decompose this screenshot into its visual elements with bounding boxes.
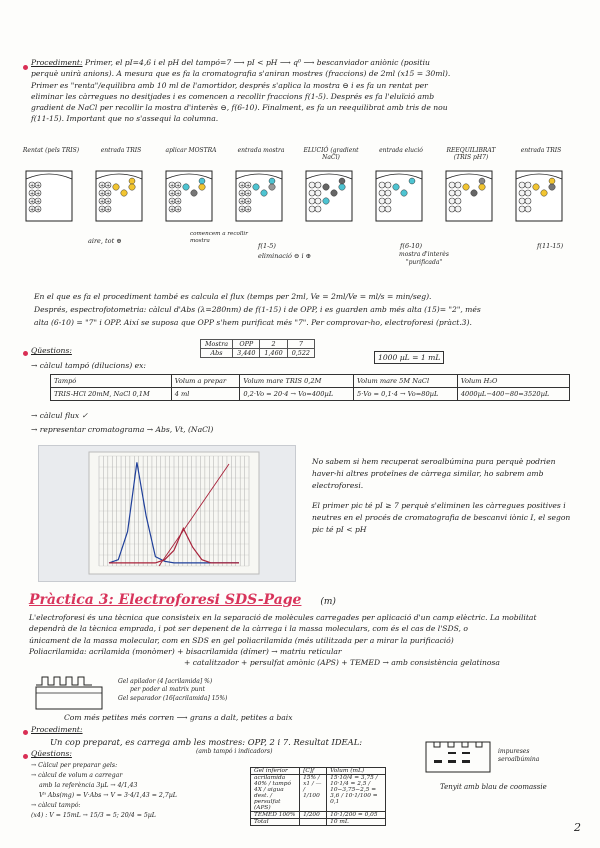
question-item: → càlcul flux ✓ (31, 411, 88, 420)
bullet-icon (23, 65, 28, 70)
column-label: Rentat (pels TRIS) (22, 147, 80, 154)
svg-text:+: + (106, 199, 111, 205)
column-icon (512, 169, 566, 223)
column-label: entrada elució (379, 147, 423, 154)
bullet-icon (23, 754, 28, 759)
practica3-line: Poliacrilamida: acrilamida (monòmer) + bisacrilamida (dímer) → matriu reticular (29, 646, 342, 656)
q2-line: → càlcul de volum a carregar (31, 772, 123, 779)
chart-note-p2: El primer pic té pI ≥ 7 perquè s'eliminen les càrregues positives i neutres en el procés de cromatografia de bescanvi iònic I, el segon pic té pI < pH (312, 501, 571, 534)
annotation: f(6-10) (400, 242, 423, 250)
questions-heading: Qüestions: (31, 346, 72, 355)
q2-line: → càlcul tampó: (31, 802, 81, 809)
svg-text:+: + (176, 199, 181, 205)
svg-text:+: + (106, 191, 111, 197)
q2-text: càlcul tampó: (38, 802, 81, 809)
column-icon (232, 169, 286, 223)
chart-note-p1: No sabem si hem recuperat seroalbúmina pura perquè podrien haver-hi altres proteïnes de càrrega similar, ho sabrem amb electroforesi. (312, 457, 556, 490)
q2-text: Càlcul per preparar gels: (38, 762, 118, 769)
abs-header: 2 (260, 340, 287, 349)
column-1 (22, 147, 80, 223)
gel-label: Gel apilador (4 [acrilamida] %) (118, 678, 213, 685)
procediment-line: gradient de NaCl per recollir la mostra d'interès ⊖, f(6-10). Finalment, es fa un reequilibrat amb tris de nou (31, 103, 448, 113)
svg-text:+: + (30, 191, 35, 197)
q2-text: càlcul de volum a carregar (38, 772, 123, 779)
question-text: càlcul flux ✓ (39, 411, 88, 420)
gel-cell: 15·10/4 = 3,75 / 10·1/4 = 2,5 / 10−3,75−2,5 = 3,6 / 10·1/100 = 0,1 (327, 775, 386, 812)
svg-text:+: + (176, 183, 181, 189)
column-7 (442, 147, 500, 223)
svg-text:+: + (170, 199, 175, 205)
q2-text: (x4) : V = 15mL → 15/3 = 5; 20/4 = 5µL (31, 812, 156, 819)
svg-text:+: + (100, 207, 105, 213)
gel-cell: 10 mL (327, 819, 386, 826)
column-5 (302, 147, 360, 223)
svg-text:+: + (106, 207, 111, 213)
gel-cell: TEMED 100% (251, 812, 300, 819)
svg-text:+: + (30, 199, 35, 205)
svg-text:+: + (36, 199, 41, 205)
practica3-line: + catalitzador + persulfat amònic (APS) + TEMED → amb consistència gelatinosa (184, 658, 500, 668)
svg-text:+: + (170, 191, 175, 197)
annotation: mostra d'interès "purificada" (399, 251, 449, 266)
practica3-intro (29, 612, 589, 668)
svg-text:+: + (106, 183, 111, 189)
q2-line: → Càlcul per preparar gels: (31, 762, 118, 769)
abs-header: 7 (287, 340, 314, 349)
chart-note (312, 456, 582, 536)
svg-text:+: + (246, 183, 251, 189)
practica3-line: dependrà de la tècnica emprada, i pot ser depenent de la càrrega i la massa moleculars, com és el cas de l'SDS, o (29, 624, 468, 634)
svg-text:+: + (30, 207, 35, 213)
buffer-cell: 5·Vo = 0,1·4 → Vo=80µL (354, 388, 458, 401)
questions2-block (31, 761, 251, 821)
gel-cell: Total (251, 819, 300, 826)
practica3-tag: (m) (320, 597, 336, 607)
flux-line: alta (6-10) = "7" i OPP. Així se suposa que OPP s'hem purificat més "7". Per comprovar-ho, electroforesi (pràct.3). (34, 318, 472, 327)
buffer-header: Tampó (51, 375, 172, 388)
column-icon (302, 169, 356, 223)
svg-text:+: + (246, 207, 251, 213)
ideal-label: impureses (498, 748, 530, 755)
bullet-icon (23, 730, 28, 735)
q2-text: amb la referència 3µL → 4/1,43 (39, 782, 138, 789)
practica3-line: únicament de la massa molecular, com en SDS en gel poliacrilamida (més utilitzada per a mirar la purificació) (29, 635, 454, 645)
q2-text: V⁰ Abs(mg) = V·Abs → V = 3·4/1,43 = 2,7µL (39, 792, 177, 799)
chromatography-columns-diagram (22, 147, 582, 267)
svg-text:+: + (100, 183, 105, 189)
procediment2-text: Un cop preparat, es carrega amb les mostres: OPP, 2 i 7. Resultat IDEAL: (50, 737, 363, 747)
buffer-table (50, 374, 570, 401)
gel-header: Gel inferior (251, 768, 300, 775)
procediment-line: Primer es "renta"/equilibra amb 10 ml de l'amortidor, després s'aplica la mostra ⊖ i es fa un rentat per (31, 80, 428, 90)
gel-header: [C]f (300, 768, 327, 775)
gel-cell (300, 819, 327, 826)
procediment-line: Primer, el pI=4,6 i el pH del tampó=7 ⟶ pI < pH ⟶ q⁰ ⟶ bescanviador aniònic (positiu (84, 58, 430, 67)
svg-text:+: + (176, 191, 181, 197)
abs-table (200, 339, 315, 358)
ideal-label: seroalbúmina (498, 756, 540, 763)
procediment-line: f(11-15). Important que no s'assequi la columna. (31, 114, 219, 124)
annotation: aire, tot ⊕ (88, 237, 122, 245)
column-8 (512, 147, 570, 223)
abs-value: 1,460 (260, 349, 287, 358)
gel-diagram-icon (34, 673, 114, 711)
column-icon (442, 169, 496, 223)
abs-value: 0,522 (287, 349, 314, 358)
bullet-icon (23, 351, 28, 356)
conversion-box: 1000 µL = 1 mL (374, 351, 444, 364)
gel-cell: 1/200 (300, 812, 327, 819)
practica3-line: Com més petites més corren ⟶ grans a dalt, petites a baix (64, 713, 293, 722)
procediment-line: eliminar les càrregues no desitjades i es comencen a recollir fraccions f(1-5). Després es fa l'eluïció amb (31, 91, 435, 101)
buffer-header: Volum mare 5M NaCl (354, 375, 458, 388)
column-6 (372, 147, 430, 223)
gel-table (250, 767, 386, 826)
column-label: entrada TRIS (100, 147, 142, 154)
buffer-cell: 0,2·Vo = 20·4 → Vo=400µL (240, 388, 354, 401)
stain-note: Tenyit amb blau de coomassie (440, 783, 547, 791)
procediment-heading: Procediment: (31, 58, 83, 67)
svg-text:+: + (246, 199, 251, 205)
flux-line: En el que es fa el procediment també es calcula el flux (temps per 2ml, Ve = 2ml/Ve = ml/s = min/seg). (34, 292, 432, 301)
practica3-title (29, 592, 336, 608)
gel-label: per poder al matrix punt (130, 686, 205, 693)
abs-header: Mostra (201, 340, 233, 349)
column-label: entrada TRIS (520, 147, 562, 154)
gel-cell: 15% / x1 / — / 1/100 (300, 775, 327, 812)
gel-cell: acrilamida 40% / tampó 4X / aigua dest. / persulfat (APS) (251, 775, 300, 812)
chromatogram-chart (39, 446, 295, 581)
question-item: → representar cromatograma → Abs, Vt, (NaCl) (31, 425, 214, 434)
column-4 (232, 147, 290, 223)
flux-line: Després, espectrofotometria: càlcul d'Abs (λ=280nm) de f(1-15) i de OPP, i es guarden amb més alta (15)= "2", més (34, 305, 481, 314)
svg-text:+: + (246, 191, 251, 197)
flux-block (34, 290, 582, 329)
column-2 (92, 147, 150, 223)
svg-text:+: + (240, 183, 245, 189)
gel-cell: 10·1/200 = 0,05 (327, 812, 386, 819)
gel-header: Volum (mL) (327, 768, 386, 775)
question-item: → càlcul tampó (dilucions) ex: (31, 361, 146, 370)
column-label: REEQUILIBRAT (TRIS pH7) (446, 147, 496, 161)
annotation: f(11-15) (537, 242, 564, 250)
svg-text:+: + (170, 183, 175, 189)
practica3-line: L'electroforesi és una tècnica que consisteix en la separació de molècules carregades per aplicació d'un camp elèctric. La mobilitat (29, 613, 537, 622)
svg-text:+: + (240, 207, 245, 213)
abs-row-label: Abs (201, 349, 233, 358)
buffer-header: Volum mare TRIS 0,2M (240, 375, 354, 388)
buffer-cell: 4 ml (171, 388, 240, 401)
column-icon (92, 169, 146, 223)
svg-text:+: + (30, 183, 35, 189)
procediment2-note: (amb tampó i indicadors) (196, 748, 273, 755)
svg-text:+: + (36, 207, 41, 213)
column-label: entrada mostra (237, 147, 285, 154)
column-icon (162, 169, 216, 223)
buffer-header: Volum a prepar (171, 375, 240, 388)
abs-header: OPP (233, 340, 260, 349)
chromatogram-photo (38, 445, 296, 582)
buffer-header: Volum H₂O (457, 375, 569, 388)
abs-value: 3,440 (233, 349, 260, 358)
annotation: comencem a recollir mostra (190, 231, 248, 244)
practica3-title-text: Pràctica 3: Electroforesi SDS-Page (29, 592, 302, 608)
page-number: 2 (574, 821, 581, 834)
svg-text:+: + (36, 183, 41, 189)
ideal-gel-icon (424, 738, 494, 774)
procediment-block (31, 57, 586, 125)
svg-text:+: + (240, 199, 245, 205)
svg-text:+: + (240, 191, 245, 197)
svg-text:+: + (100, 199, 105, 205)
svg-text:+: + (100, 191, 105, 197)
svg-text:+: + (176, 207, 181, 213)
procediment2-heading: Procediment: (31, 725, 83, 734)
svg-text:+: + (36, 191, 41, 197)
questions2-heading: Qüestions: (31, 749, 72, 758)
question-text: representar cromatograma → Abs, Vt, (NaCl) (39, 425, 214, 434)
column-icon (372, 169, 426, 223)
buffer-cell: 4000µL−400−80=3520µL (457, 388, 569, 401)
column-icon (22, 169, 76, 223)
column-label: aplicar MOSTRA (165, 147, 217, 154)
column-label: ELUCIÓ (gradient NaCl) (303, 147, 359, 161)
svg-text:+: + (170, 207, 175, 213)
column-3 (162, 147, 220, 223)
question-text: càlcul tampó (dilucions) ex: (39, 361, 146, 370)
buffer-cell: TRIS-HCl 20mM, NaCl 0,1M (51, 388, 172, 401)
procediment-line: perquè unirà anions). A mesura que es fa la cromatografia s'aniran mostres (fraccions) de 2ml (x15 = 30ml). (31, 69, 451, 79)
annotation: f(1-5) (258, 242, 276, 250)
annotation: eliminació ⊖ i ⊕ (258, 252, 312, 260)
gel-label: Gel separador (16[acrilamida] 15%) (118, 695, 228, 702)
